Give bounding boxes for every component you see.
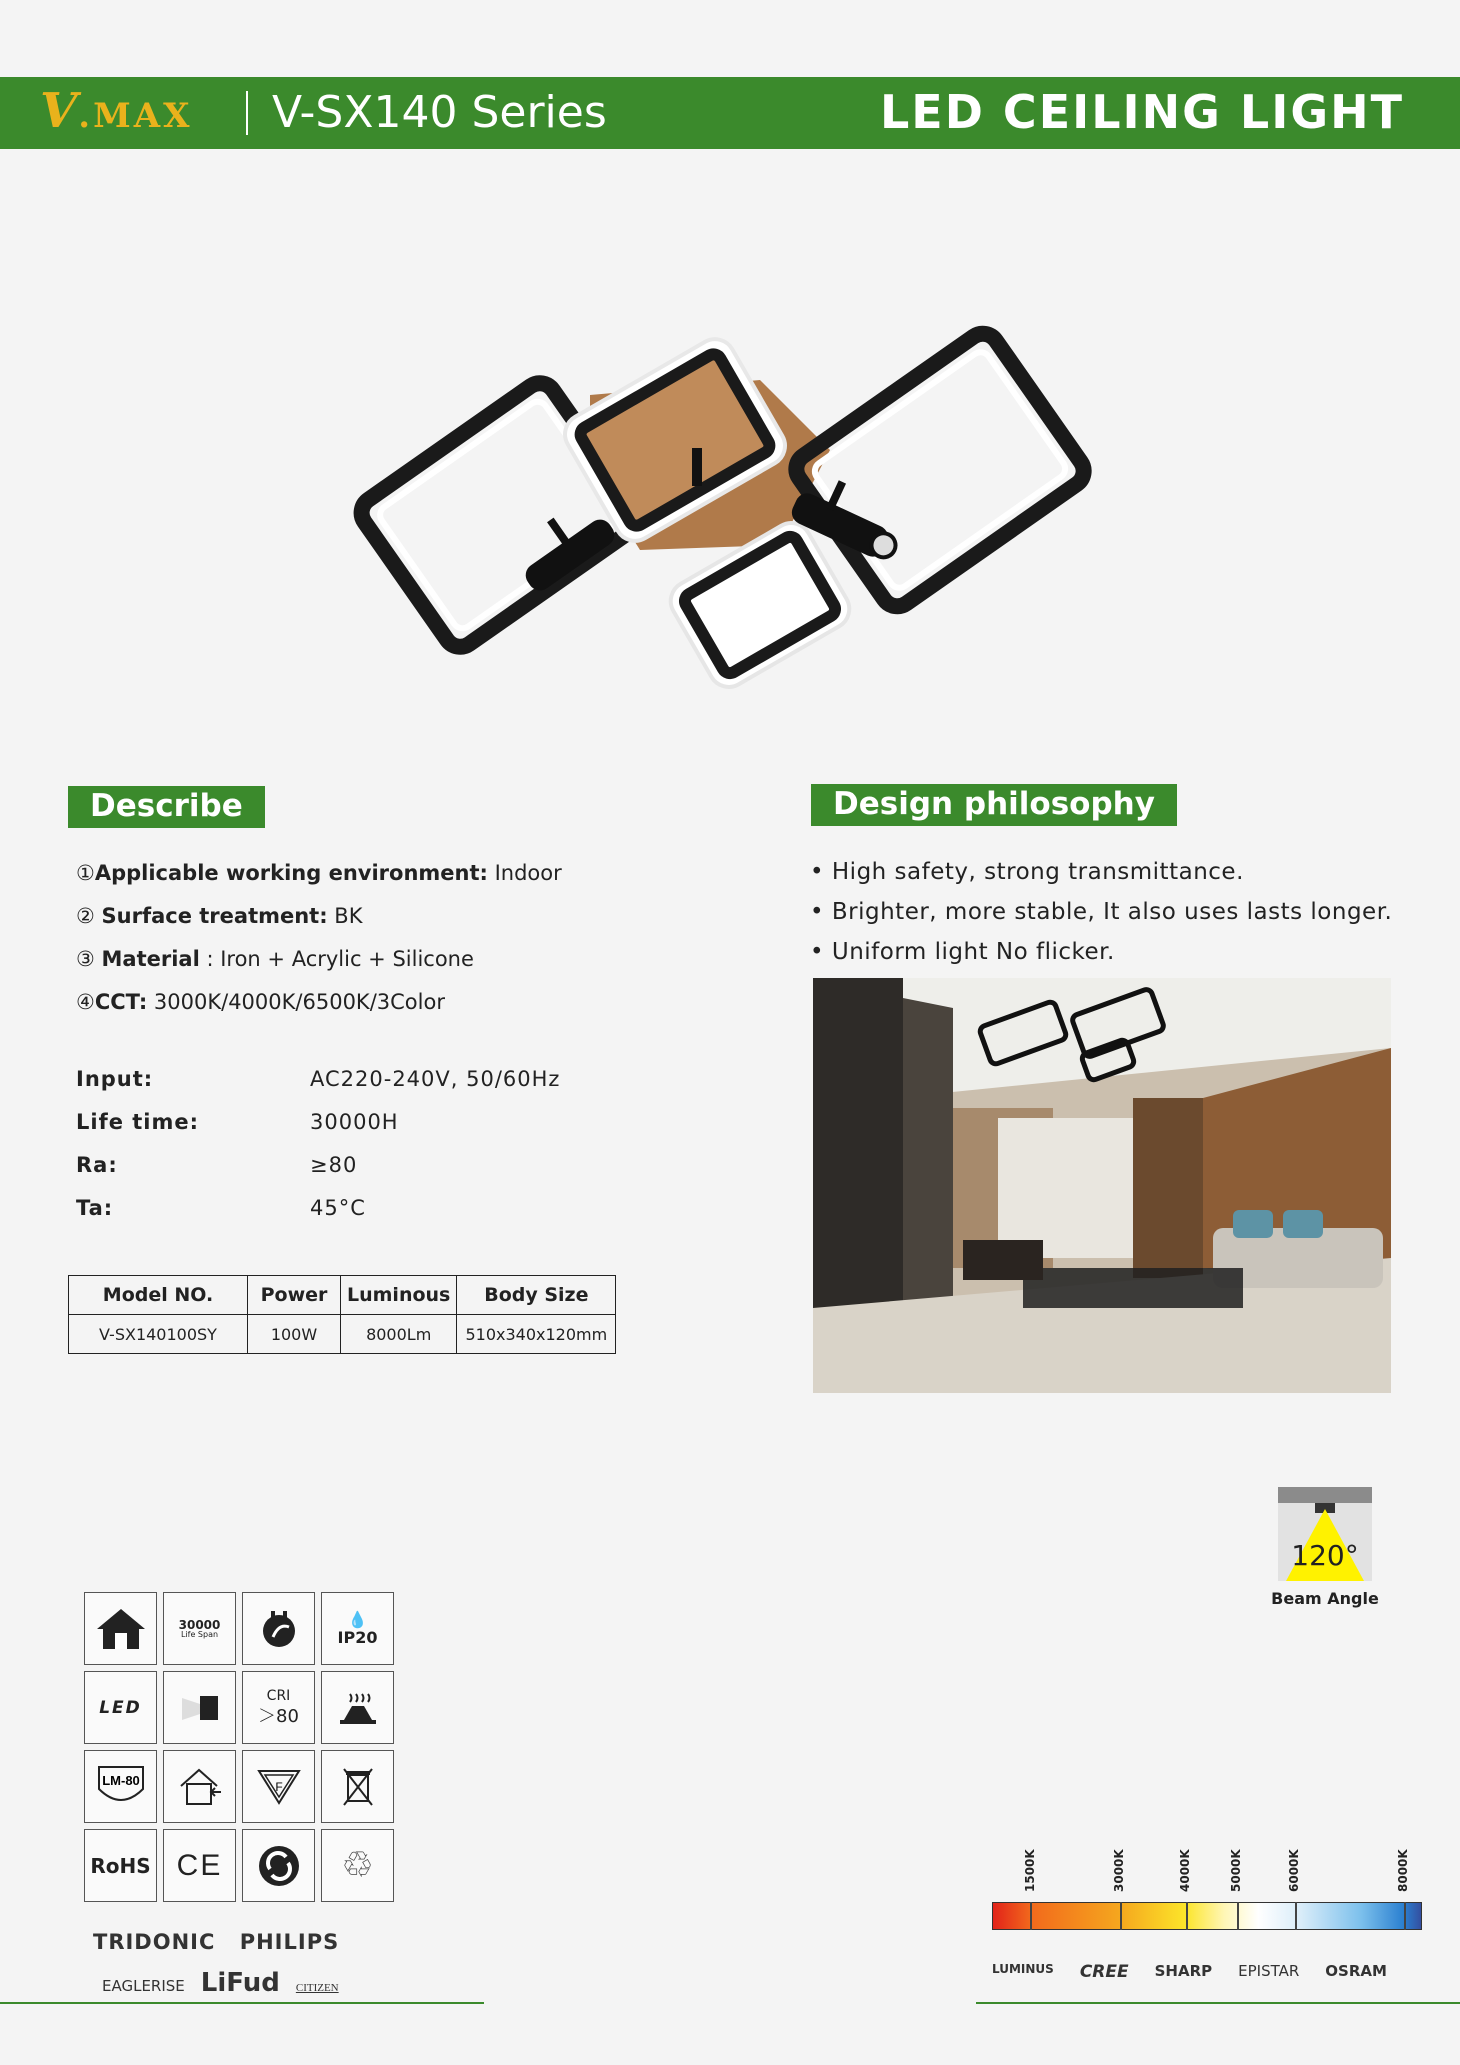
beam-angle-badge bbox=[1271, 1487, 1379, 1608]
cri-value: ＞80 bbox=[258, 1705, 299, 1727]
spec-value: 30000H bbox=[310, 1110, 399, 1134]
brand-citizen: CITIZEN bbox=[295, 1982, 339, 1994]
lifespan-label: Life Span bbox=[180, 1629, 219, 1639]
design-bullet: • Brighter, more stable, It also uses lasts longer. bbox=[810, 899, 1393, 925]
item-number: ③ bbox=[76, 947, 102, 971]
spec-key: Ra: bbox=[76, 1153, 118, 1177]
cct-tick bbox=[1295, 1902, 1297, 1930]
cct-tick bbox=[1237, 1902, 1239, 1930]
header-bar bbox=[0, 77, 1460, 149]
series-title: V-SX140 Series bbox=[272, 87, 607, 138]
room-photo bbox=[813, 978, 1391, 1393]
right-frame bbox=[790, 327, 1090, 612]
table-row bbox=[69, 1315, 616, 1354]
cct-label: 5000K bbox=[1229, 1849, 1243, 1892]
product-category-title: LED CEILING LIGHT bbox=[880, 85, 1404, 139]
cct-tick bbox=[1030, 1902, 1032, 1930]
cri-label: CRI bbox=[266, 1687, 291, 1704]
table-cell: 510x340x120mm bbox=[457, 1315, 616, 1354]
chip-brands bbox=[992, 1962, 1387, 1982]
eco-plug-icon bbox=[242, 1592, 315, 1665]
describe-list bbox=[76, 852, 562, 1024]
center-stem bbox=[692, 448, 702, 486]
driver-brands-row2 bbox=[102, 1968, 339, 1998]
describe-item bbox=[76, 895, 562, 938]
cct-label: 8000K bbox=[1396, 1849, 1410, 1892]
brand-philips: PHILIPS bbox=[239, 1930, 340, 1954]
lifespan-icon bbox=[163, 1592, 236, 1665]
item-value: : Iron + Acrylic + Silicone bbox=[199, 947, 474, 971]
table-cell: V-SX140100SY bbox=[69, 1315, 248, 1354]
spec-key: Life time: bbox=[76, 1110, 200, 1134]
driver-brands bbox=[93, 1930, 339, 1954]
item-value: BK bbox=[327, 904, 363, 928]
item-label: Surface treatment: bbox=[101, 904, 328, 928]
table-header: Model NO. bbox=[69, 1276, 248, 1315]
brand-cree: CREE bbox=[1079, 1962, 1129, 1982]
item-label: CCT: bbox=[94, 990, 148, 1014]
spec-value: AC220-240V, 50/60Hz bbox=[310, 1067, 561, 1091]
spec-key: Input: bbox=[76, 1067, 154, 1091]
footer-rule-left bbox=[0, 2002, 484, 2004]
svg-text:F: F bbox=[274, 1779, 283, 1794]
spec-value: 45°C bbox=[310, 1196, 366, 1220]
cri-icon bbox=[242, 1671, 315, 1744]
recycle-circle-icon bbox=[242, 1829, 315, 1902]
ip-rating-text: IP20 bbox=[337, 1627, 378, 1647]
cct-label: 4000K bbox=[1178, 1849, 1192, 1892]
brand-osram: OSRAM bbox=[1325, 1962, 1387, 1980]
cct-tick bbox=[1120, 1902, 1122, 1930]
item-number: ② bbox=[76, 904, 102, 928]
footer-rule-right bbox=[976, 2002, 1460, 2004]
design-heading: Design philosophy bbox=[811, 784, 1177, 826]
cct-color-scale bbox=[992, 1902, 1422, 1930]
item-number: ④ bbox=[76, 990, 95, 1014]
table-header: Luminous bbox=[341, 1276, 457, 1315]
indoor-house-icon bbox=[84, 1592, 157, 1665]
model-table bbox=[68, 1275, 616, 1354]
describe-item bbox=[76, 938, 562, 981]
cct-tick bbox=[1404, 1902, 1406, 1930]
header-divider bbox=[246, 91, 248, 135]
describe-item bbox=[76, 981, 562, 1024]
lm80-icon bbox=[84, 1750, 157, 1823]
brand-luminus: LUMINUS bbox=[992, 1962, 1054, 1976]
design-list bbox=[810, 852, 1392, 972]
f-mark-icon bbox=[242, 1750, 315, 1823]
lifespan-value: 30000 bbox=[178, 1617, 221, 1632]
item-label: Material bbox=[101, 947, 200, 971]
spec-row bbox=[76, 1187, 560, 1230]
table-cell: 100W bbox=[248, 1315, 341, 1354]
design-bullet: • Uniform light No flicker. bbox=[810, 939, 1115, 965]
item-value: Indoor bbox=[487, 861, 562, 885]
spec-row bbox=[76, 1144, 560, 1187]
table-cell: 8000Lm bbox=[341, 1315, 457, 1354]
brand-logo: V.MAX bbox=[40, 83, 193, 139]
table-header-row bbox=[69, 1276, 616, 1315]
describe-heading: Describe bbox=[68, 786, 265, 828]
cct-label: 6000K bbox=[1287, 1849, 1301, 1892]
certification-grid bbox=[84, 1592, 394, 1902]
brand-epistar: EPISTAR bbox=[1238, 1962, 1300, 1980]
svg-text:LM-80: LM-80 bbox=[101, 1772, 140, 1788]
spec-value: ≥80 bbox=[310, 1153, 358, 1177]
spec-list bbox=[76, 1058, 560, 1230]
led-icon: LED bbox=[84, 1671, 157, 1744]
item-label: Applicable working environment: bbox=[94, 861, 488, 885]
spec-row bbox=[76, 1058, 560, 1101]
heat-dissipation-icon bbox=[321, 1671, 394, 1744]
brand-tridonic: TRIDONIC bbox=[93, 1930, 216, 1954]
cct-label: 1500K bbox=[1023, 1849, 1037, 1892]
spec-row bbox=[76, 1101, 560, 1144]
spec-key: Ta: bbox=[76, 1196, 114, 1220]
recycle-arrows-icon: ♲ bbox=[321, 1829, 394, 1902]
design-bullet: • High safety, strong transmittance. bbox=[810, 859, 1244, 885]
table-header: Power bbox=[248, 1276, 341, 1315]
cct-tick bbox=[1186, 1902, 1188, 1930]
product-image bbox=[340, 300, 1120, 700]
describe-item bbox=[76, 852, 562, 895]
water-drop-icon: 💧 bbox=[347, 1609, 368, 1629]
cct-label: 3000K bbox=[1112, 1849, 1126, 1892]
beam-direction-icon bbox=[163, 1671, 236, 1744]
item-number: ① bbox=[76, 861, 95, 885]
rohs-icon: RoHS bbox=[84, 1829, 157, 1902]
ce-icon: CE bbox=[163, 1829, 236, 1902]
item-value: 3000K/4000K/6500K/3Color bbox=[147, 990, 445, 1014]
beam-angle-label: Beam Angle bbox=[1271, 1589, 1379, 1608]
brand-lifud: LiFud bbox=[200, 1968, 280, 1998]
house-energy-icon bbox=[163, 1750, 236, 1823]
ip-rating-icon bbox=[321, 1592, 394, 1665]
brand-sharp: SHARP bbox=[1154, 1962, 1213, 1980]
beam-angle-value: 120° bbox=[1291, 1539, 1359, 1572]
table-header: Body Size bbox=[457, 1276, 616, 1315]
weee-bin-icon bbox=[321, 1750, 394, 1823]
brand-eaglerise: EAGLERISE bbox=[102, 1977, 185, 1995]
